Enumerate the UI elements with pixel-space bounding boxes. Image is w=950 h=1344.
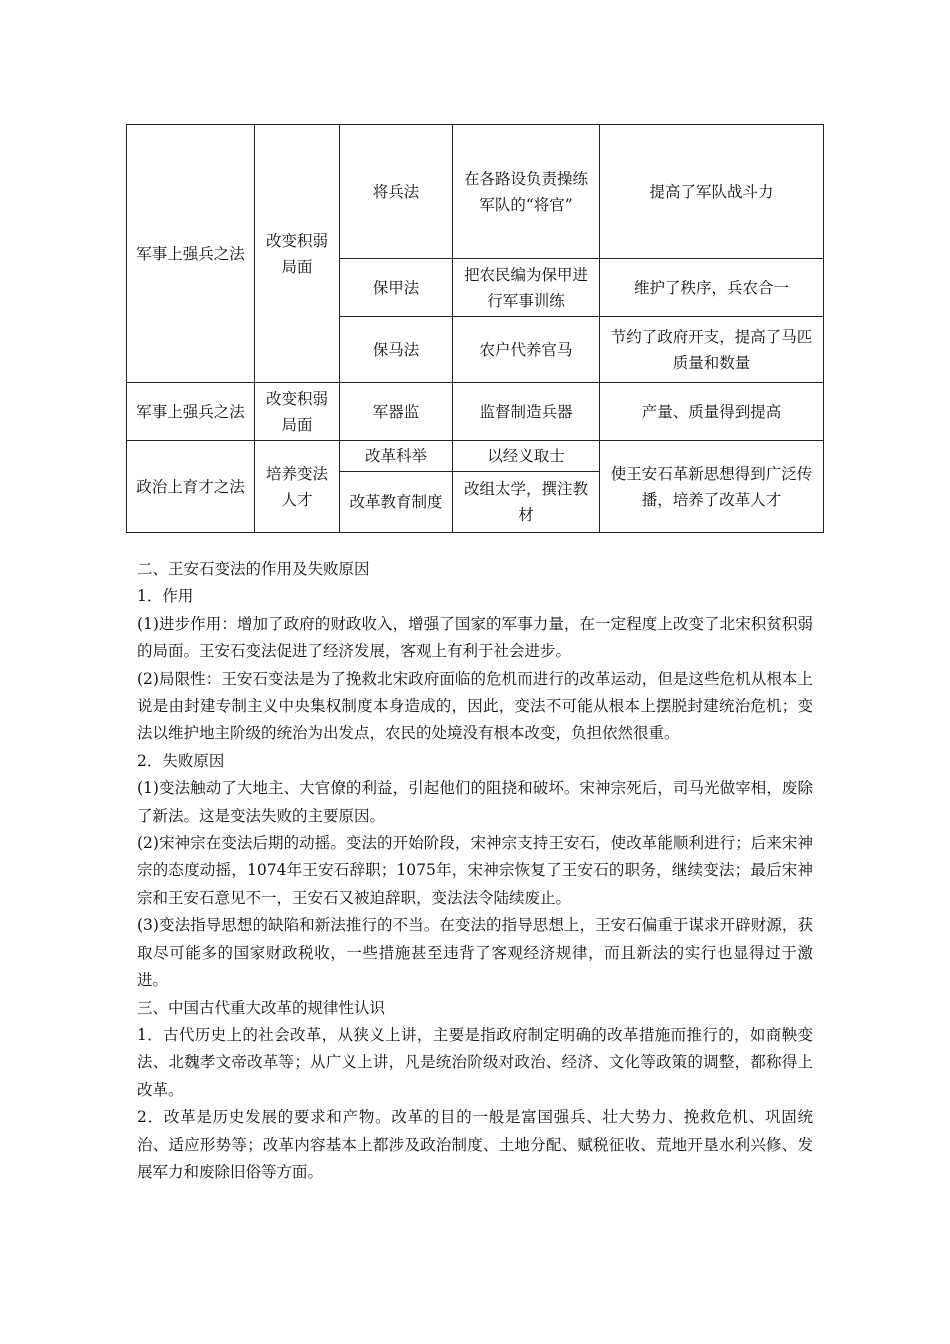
table-cell-effect: 使王安石革新思想得到广泛传播，培养了改革人才 xyxy=(600,441,824,533)
table-cell-purpose: 改变积弱局面 xyxy=(255,125,340,383)
table-row xyxy=(127,441,824,472)
paragraph: (1)变法触动了大地主、大官僚的利益，引起他们的阻挠和破坏。宋神宗死后，司马光做宰相，废除了新法。这是变法失败的主要原因。 xyxy=(137,779,813,825)
table-cell-law: 改革科举 xyxy=(340,441,453,472)
paragraph: (2)局限性：王安石变法是为了挽救北宋政府面临的危机而进行的改革运动，但是这些危机从根本上说是由封建专制主义中央集权制度本身造成的，因此，变法不可能从根本上摆脱封建统治危机；变法以维护地主阶级的统治为出发点，农民的处境没有根本改变，负担依然很重。 xyxy=(137,669,813,743)
table-cell-content: 把农民编为保甲进行军事训练 xyxy=(453,259,600,317)
table-cell-category: 军事上强兵之法 xyxy=(127,125,255,383)
section-heading: 三、中国古代重大改革的规律性认识 xyxy=(137,998,386,1017)
table-cell-law: 保甲法 xyxy=(340,259,453,317)
reform-table xyxy=(126,124,824,533)
table-cell-law: 将兵法 xyxy=(340,125,453,259)
table-cell-purpose: 培养变法人才 xyxy=(255,441,340,533)
table-cell-effect: 产量、质量得到提高 xyxy=(600,383,824,441)
table-cell-law: 军器监 xyxy=(340,383,453,441)
table-row xyxy=(127,383,824,441)
paragraph: 2．改革是历史发展的要求和产物。改革的目的一般是富国强兵、壮大势力、挽救危机、巩固统治、适应形势等；改革内容基本上都涉及政治制度、土地分配、赋税征收、荒地开垦水利兴修、发展军力和废除旧俗等方面。 xyxy=(137,1108,813,1181)
paragraph: (3)变法指导思想的缺陷和新法推行的不当。在变法的指导思想上，王安石偏重于谋求开辟财源，获取尽可能多的国家财政税收，一些措施甚至违背了客观经济规律，而且新法的实行也显得过于激进。 xyxy=(137,916,813,990)
table-cell-content: 以经义取士 xyxy=(453,441,600,472)
table-cell-law: 保马法 xyxy=(340,317,453,383)
table-cell-content: 改组太学，撰注教材 xyxy=(453,472,600,533)
table-cell-purpose: 改变积弱局面 xyxy=(255,383,340,441)
sub-heading: 1．作用 xyxy=(137,587,194,606)
table-cell-content: 在各路设负责操练军队的“将官” xyxy=(453,125,600,259)
table-row xyxy=(127,125,824,259)
table-cell-law: 改革教育制度 xyxy=(340,472,453,533)
table-cell-effect: 维护了秩序，兵农合一 xyxy=(600,259,824,317)
paragraph: (1)进步作用：增加了政府的财政收入，增强了国家的军事力量，在一定程度上改变了北宋积贫积弱的局面。王安石变法促进了经济发展，客观上有利于社会进步。 xyxy=(137,614,813,661)
table-cell-category: 政治上育才之法 xyxy=(127,441,255,533)
sub-heading: 2．失败原因 xyxy=(137,751,225,770)
table-cell-effect: 节约了政府开支，提高了马匹质量和数量 xyxy=(600,317,824,383)
table-cell-content: 农户代养官马 xyxy=(453,317,600,383)
table-cell-effect: 提高了军队战斗力 xyxy=(600,125,824,259)
body-text xyxy=(137,556,813,1186)
section-heading: 二、王安石变法的作用及失败原因 xyxy=(137,560,370,578)
table-cell-category: 军事上强兵之法 xyxy=(127,383,255,441)
paragraph: 1．古代历史上的社会改革，从狭义上讲，主要是指政府制定明确的改革措施而推行的，如商鞅变法、北魏孝文帝改革等；从广义上讲，凡是统治阶级对政治、经济、文化等政策的调整，都称得上改革。 xyxy=(137,1025,813,1099)
table-cell-content: 监督制造兵器 xyxy=(453,383,600,441)
paragraph: (2)宋神宗在变法后期的动摇。变法的开始阶段，宋神宗支持王安石，使改革能顺利进行；后来宋神宗的态度动摇，1074年王安石辞职；1075年，宋神宗恢复了王安石的职务，继续变法；最后宋神宗和王安石意见不一，王安石又被迫辞职，变法法令陆续废止。 xyxy=(137,834,813,907)
